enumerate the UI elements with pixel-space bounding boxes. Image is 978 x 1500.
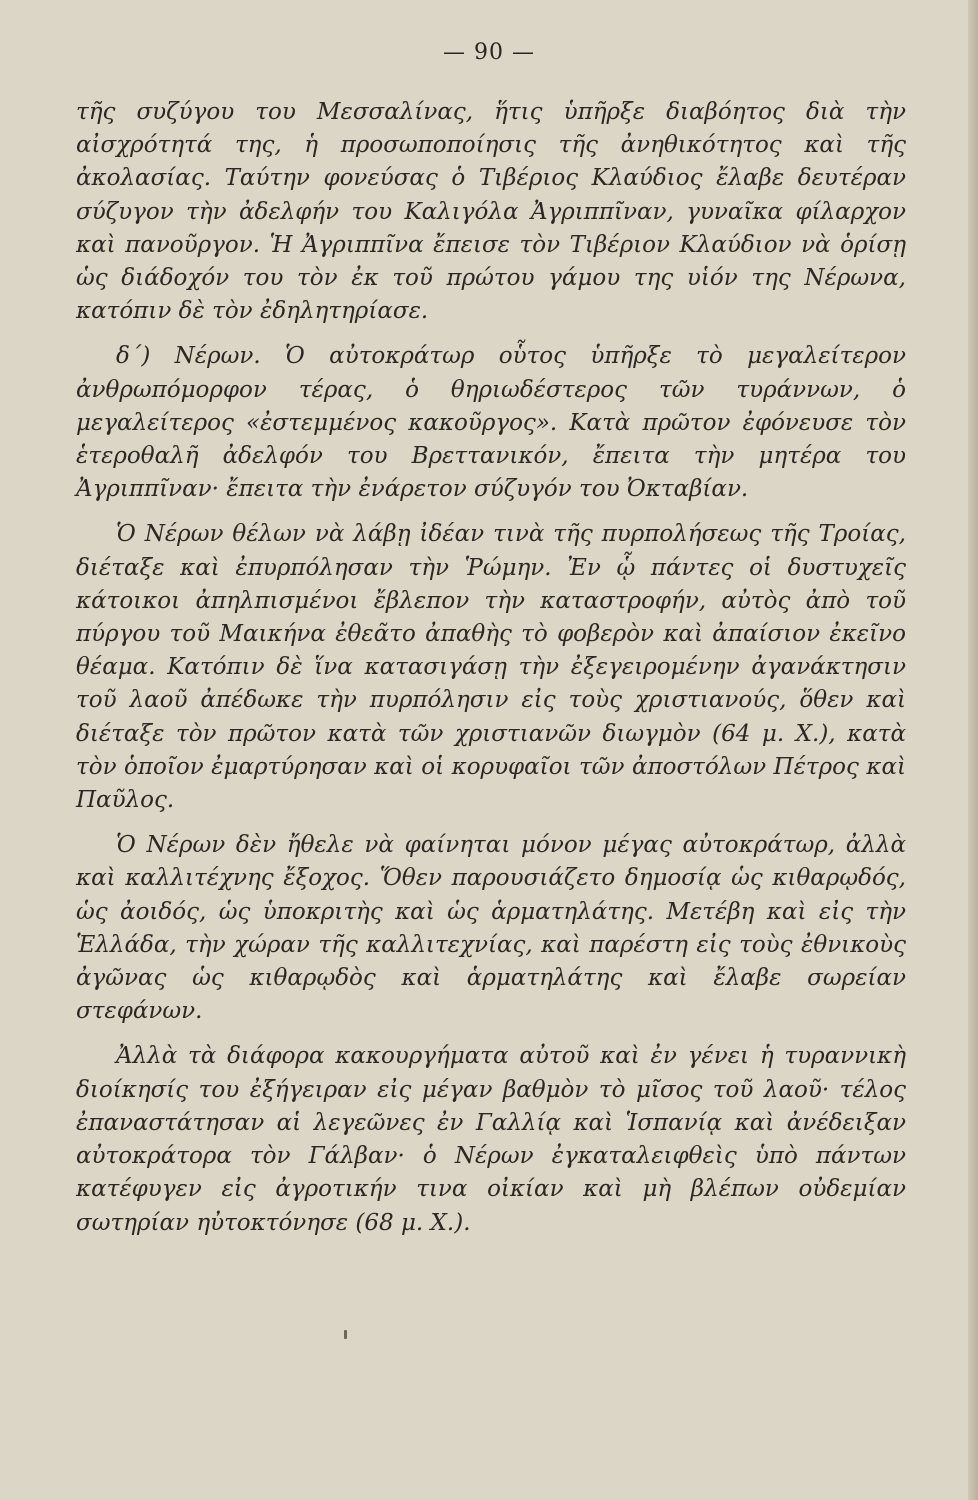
paragraph-nero-artist: Ὁ Νέρων δὲν ἤθελε νὰ φαίνηται μόνον μέγας αὐτοκράτωρ, ἀλλὰ καὶ καλλιτέχνης ἔξοχος. Ὅθεν παρουσιάζετο δημοσίᾳ ὡς κιθαρῳδός, ὡς ἀοιδός, ὡς ὑποκριτὴς καὶ ὡς ἁρματηλάτης. Μετέβη καὶ εἰς τὴν Ἑλλάδα, τὴν χώραν τῆς καλλιτεχνίας, καὶ παρέστη εἰς τοὺς ἐθνικοὺς ἀγῶνας ὡς κιθαρῳδὸς καὶ ἁρματηλάτης καὶ ἔλαβε σωρείαν στεφάνων. <box>76 832 906 1025</box>
paragraph-nero-intro: δ΄) Νέρων. Ὁ αὐτοκράτωρ οὗτος ὑπῆρξε τὸ μεγαλείτερον ἀνθρωπόμορφον τέρας, ὁ θηριωδέστερος τῶν τυράννων, ὁ μεγαλείτερος «ἐστεμμένος κακοῦργος». Κατὰ πρῶτον ἐφόνευσε τὸν ἑτεροθαλῆ ἀδελφόν του Βρεττανικόν, ἔπειτα τὴν μητέρα του Ἀγριππῖναν· ἔπειτα τὴν ἐνάρετον σύζυγόν του Ὀκταβίαν. <box>76 343 906 503</box>
paragraph-messalina: τῆς συζύγου του Μεσσαλίνας, ἥτις ὑπῆρξε διαβόητος διὰ τὴν αἰσχρότητά της, ἡ προσωποποίησις τῆς ἀνηθικότητος καὶ τῆς ἀκολασίας. Ταύτην φονεύσας ὁ Τιβέριος Κλαύδιος ἔλαβε δευτέραν σύζυγον τὴν ἀδελφήν του Καλιγόλα Ἀγριππῖναν, γυναῖκα φίλαρχον καὶ πανοῦργον. Ἡ Ἀγριππῖνα ἔπεισε τὸν Τιβέριον Κλαύδιον νὰ ὁρίσῃ ὡς διάδοχόν του τὸν ἐκ τοῦ πρώτου γάμου της υἱόν της Νέρωνα, κατόπιν δὲ τὸν ἐδηλητηρίασε. <box>76 99 906 325</box>
ink-speck <box>344 1330 347 1339</box>
page-text <box>76 96 906 1240</box>
paragraph-fire-of-rome: Ὁ Νέρων θέλων νὰ λάβῃ ἰδέαν τινὰ τῆς πυρπολήσεως τῆς Τροίας, διέταξε καὶ ἐπυρπόλησαν τὴν Ῥώμην. Ἐν ᾧ πάντες οἱ δυστυχεῖς κάτοικοι ἀπηλπισμένοι ἔβλεπον τὴν καταστροφήν, αὐτὸς ἀπὸ τοῦ πύργου τοῦ Μαικήνα ἐθεᾶτο ἀπαθὴς τὸ φοβερὸν καὶ ἀπαίσιον ἐκεῖνο θέαμα. Κατόπιν δὲ ἵνα κατασιγάσῃ τὴν ἐξεγειρομένην ἀγανάκτησιν τοῦ λαοῦ ἀπέδωκε τὴν πυρπόλησιν εἰς τοὺς χριστιανούς, ὅθεν καὶ διέταξε τὸν πρῶτον κατὰ τῶν χριστιανῶν διωγμὸν (64 μ. Χ.), κατὰ τὸν ὁποῖον ἐμαρτύρησαν καὶ οἱ κορυφαῖοι τῶν ἀποστόλων Πέτρος καὶ Παῦλος. <box>76 521 906 814</box>
page-edge <box>968 0 978 1500</box>
page-number: — 90 — <box>443 40 535 65</box>
paragraph-nero-death: Ἀλλὰ τὰ διάφορα κακουργήματα αὐτοῦ καὶ ἐν γένει ἡ τυραννικὴ διοίκησίς του ἐξήγειραν εἰς μέγαν βαθμὸν τὸ μῖσος τοῦ λαοῦ· τέλος ἐπαναστάτησαν αἱ λεγεῶνες ἐν Γαλλίᾳ καὶ Ἱσπανίᾳ καὶ ἀνέδειξαν αὐτοκράτορα τὸν Γάλβαν· ὁ Νέρων ἐγκαταλειφθεὶς ὑπὸ πάντων κατέφυγεν εἰς ἀγροτικήν τινα οἰκίαν καὶ μὴ βλέπων οὐδεμίαν σωτηρίαν ηὐτοκτόνησε (68 μ. Χ.). <box>76 1043 906 1236</box>
